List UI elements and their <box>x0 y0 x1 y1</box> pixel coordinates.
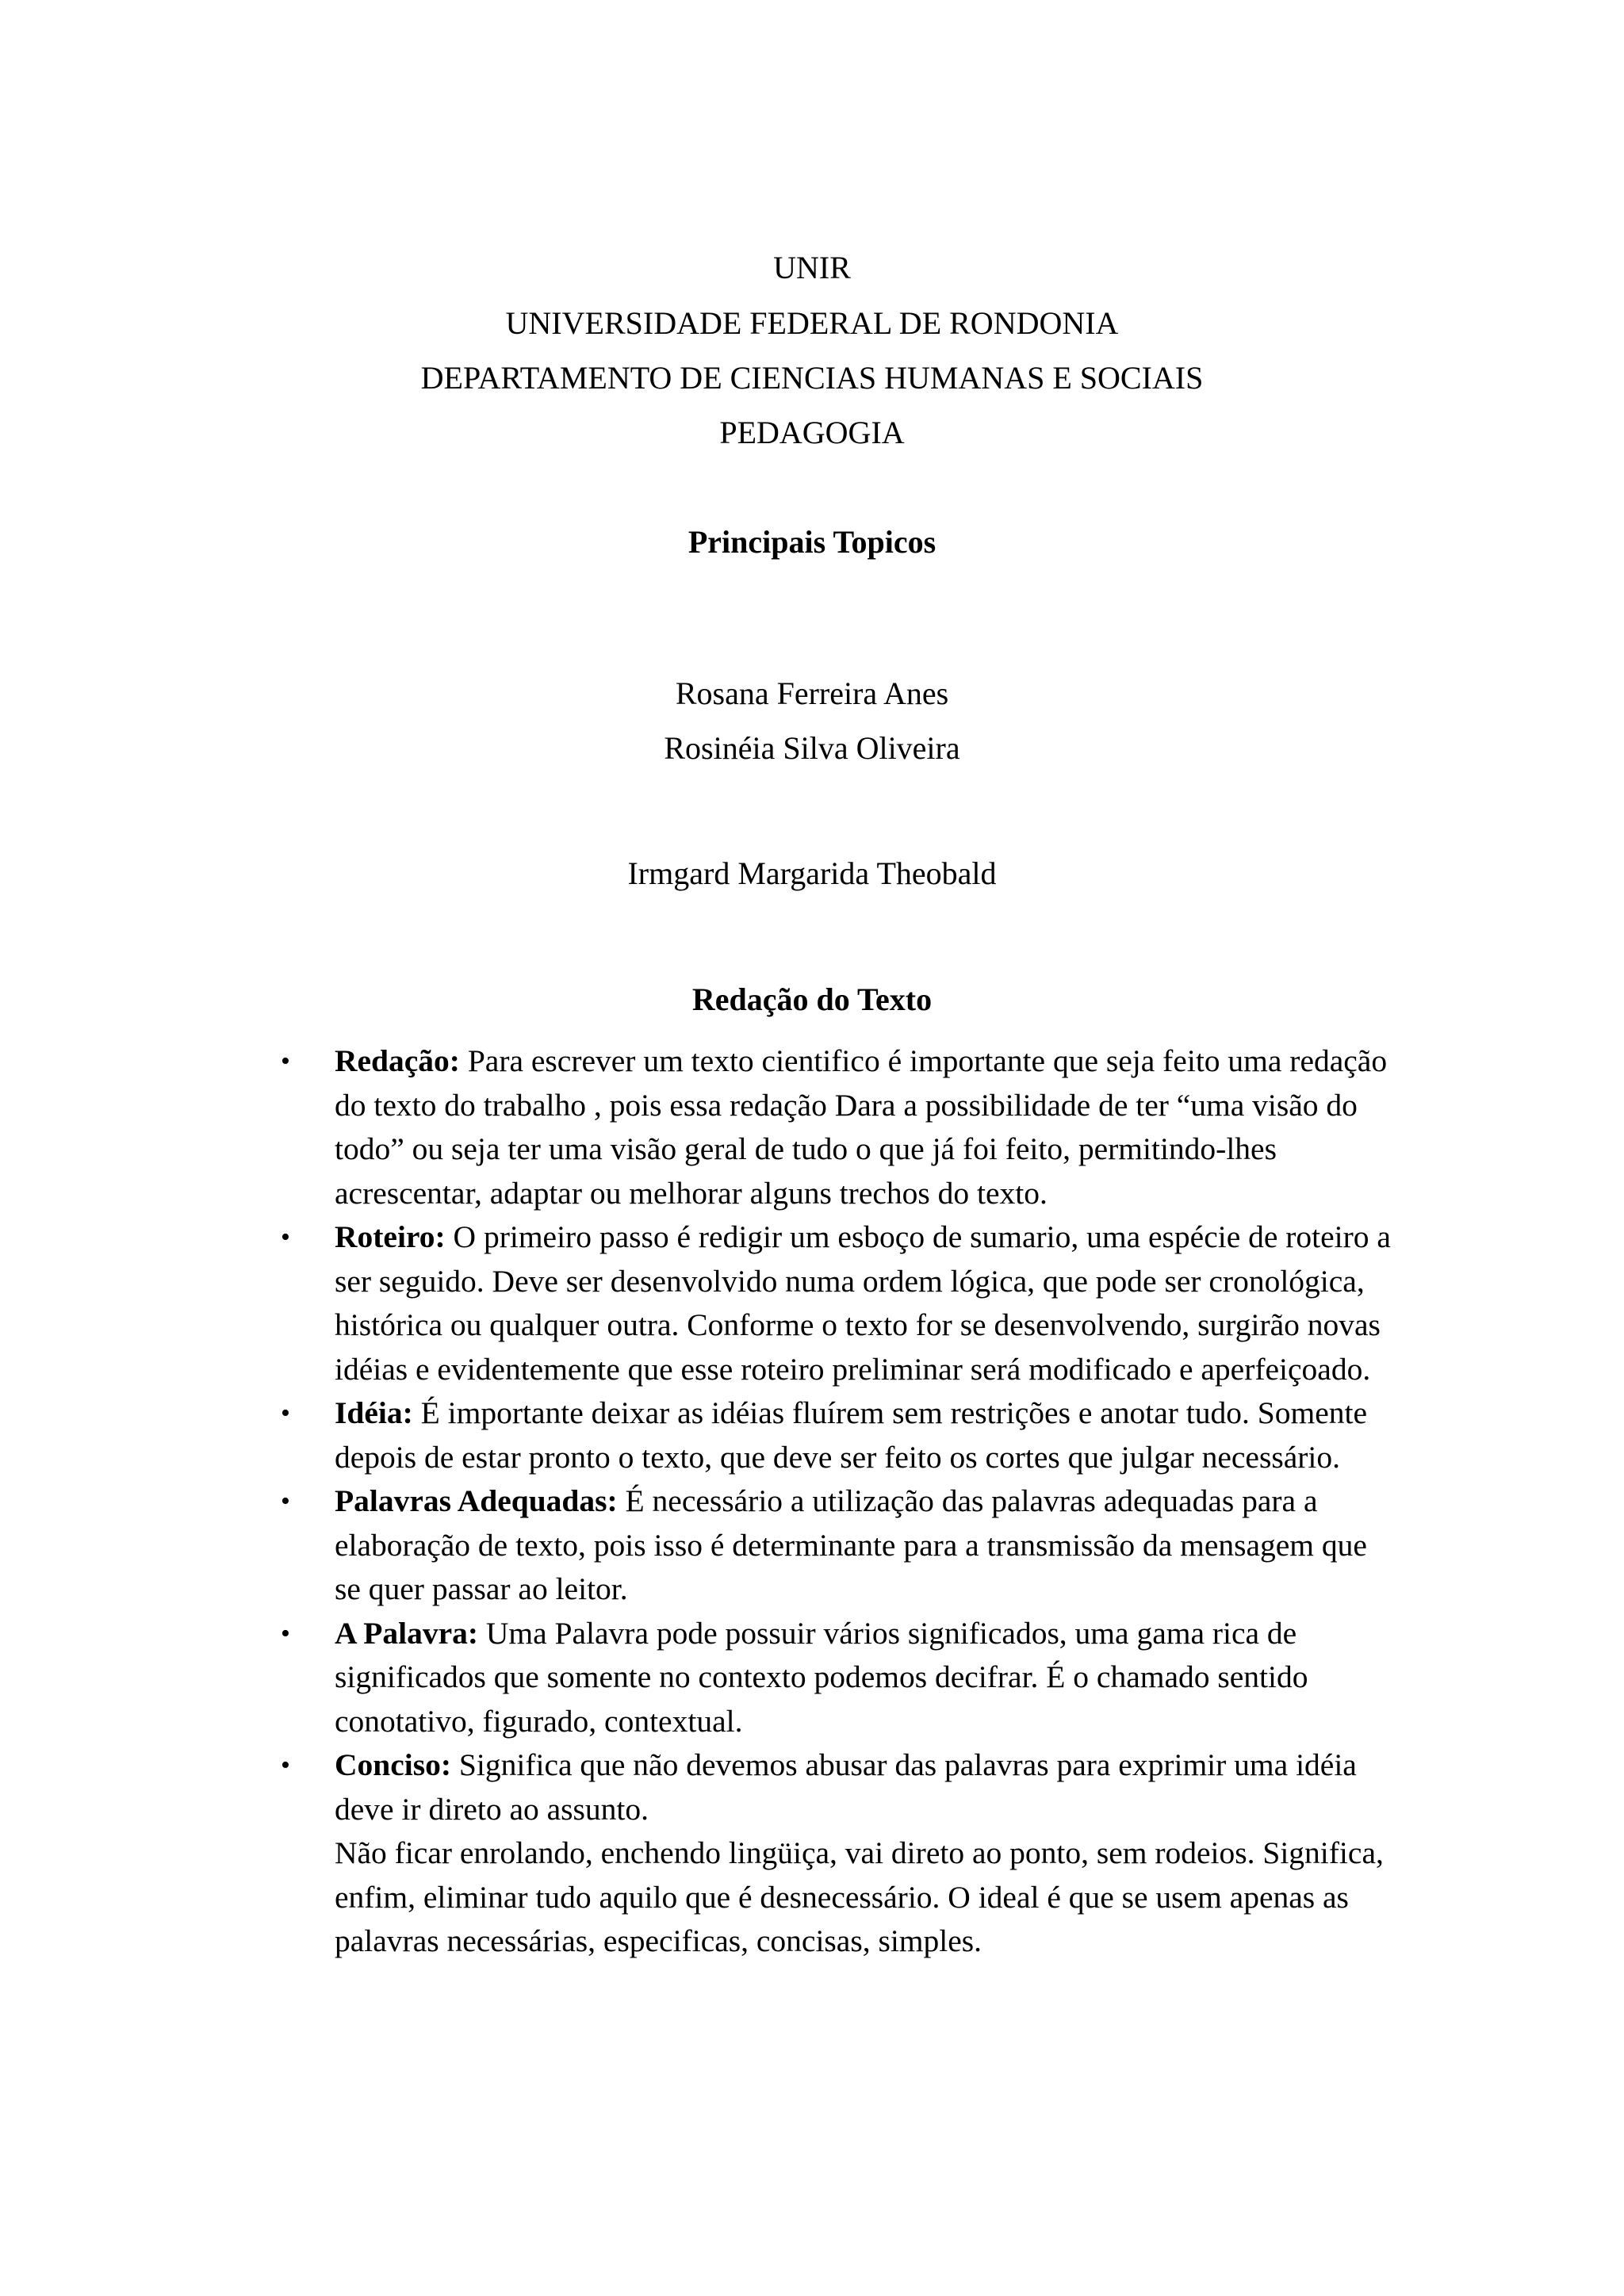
list-item <box>270 1215 1396 1391</box>
document-title: Principais Topicos <box>688 524 936 560</box>
bullet-icon: • <box>281 1047 290 1076</box>
list-item <box>270 1039 1396 1215</box>
header-department: DEPARTAMENTO DE CIENCIAS HUMANAS E SOCIAIS <box>420 360 1204 396</box>
bullet-icon: • <box>281 1751 290 1780</box>
list-item <box>270 1479 1396 1612</box>
topic-text: É importante deixar as idéias fluírem sem restrições e anotar tudo. Somente depois de estar pronto o texto, que deve ser feito os cortes que julgar necessário. <box>335 1395 1368 1475</box>
topic-text: O primeiro passo é redigir um esboço de sumario, uma espécie de roteiro a ser seguido. Deve ser desenvolvido numa ordem lógica, que pode ser cronológica, histórica ou qualquer outra. Conforme o texto for se desenvolvendo, surgirão novas idéias e evidentemente que esse roteiro preliminar será modificado e aperfeiçoado. <box>335 1219 1391 1387</box>
topic-text: Para escrever um texto cientifico é importante que seja feito uma redação do texto do trabalho , pois essa redação Dara a possibilidade de ter “uma visão do todo” ou seja ter uma visão geral de tudo o que já foi feito, permitindo-lhes acrescentar, adaptar ou melhorar alguns trechos do texto. <box>335 1043 1388 1211</box>
header-course: PEDAGOGIA <box>719 415 905 450</box>
author-1: Rosana Ferreira Anes <box>675 675 949 711</box>
topic-text: Significa que não devemos abusar das palavras para exprimir uma idéia deve ir direto ao assunto. <box>335 1747 1357 1827</box>
topic-list <box>270 1039 1396 1964</box>
topic-text: É necessário a utilização das palavras adequadas para a elaboração de texto, pois isso é determinante para a transmissão da mensagem que se quer passar ao leitor. <box>335 1483 1367 1606</box>
topic-label: Palavras Adequadas: <box>335 1483 618 1518</box>
topic-extra-text: Não ficar enrolando, enchendo lingüiça, vai direto ao ponto, sem rodeios. Significa, enfim, eliminar tudo aquilo que é desnecessário. O ideal é que se usem apenas as palavras necessárias, especificas, concisas, simples. <box>335 1835 1384 1958</box>
header-university: UNIVERSIDADE FEDERAL DE RONDONIA <box>505 305 1119 341</box>
bullet-icon: • <box>281 1487 290 1516</box>
topic-label: Roteiro: <box>335 1219 446 1254</box>
section-title: Redação do Texto <box>691 982 933 1017</box>
topic-label: Conciso: <box>335 1747 452 1782</box>
list-item <box>270 1612 1396 1744</box>
header-acronym: UNIR <box>773 250 851 285</box>
bullet-icon: • <box>281 1618 290 1648</box>
list-item <box>270 1743 1396 1964</box>
bullet-icon: • <box>281 1399 290 1428</box>
topic-label: A Palavra: <box>335 1615 479 1651</box>
topic-label: Redação: <box>335 1043 460 1078</box>
topic-label: Idéia: <box>335 1395 413 1430</box>
list-item <box>270 1391 1396 1479</box>
author-2: Rosinéia Silva Oliveira <box>664 730 960 766</box>
advisor-name: Irmgard Margarida Theobald <box>627 855 997 891</box>
topic-text: Uma Palavra pode possuir vários significados, uma gama rica de significados que somente no contexto podemos decifrar. É o chamado sentido conotativo, figurado, contextual. <box>335 1615 1308 1739</box>
bullet-icon: • <box>281 1223 290 1252</box>
